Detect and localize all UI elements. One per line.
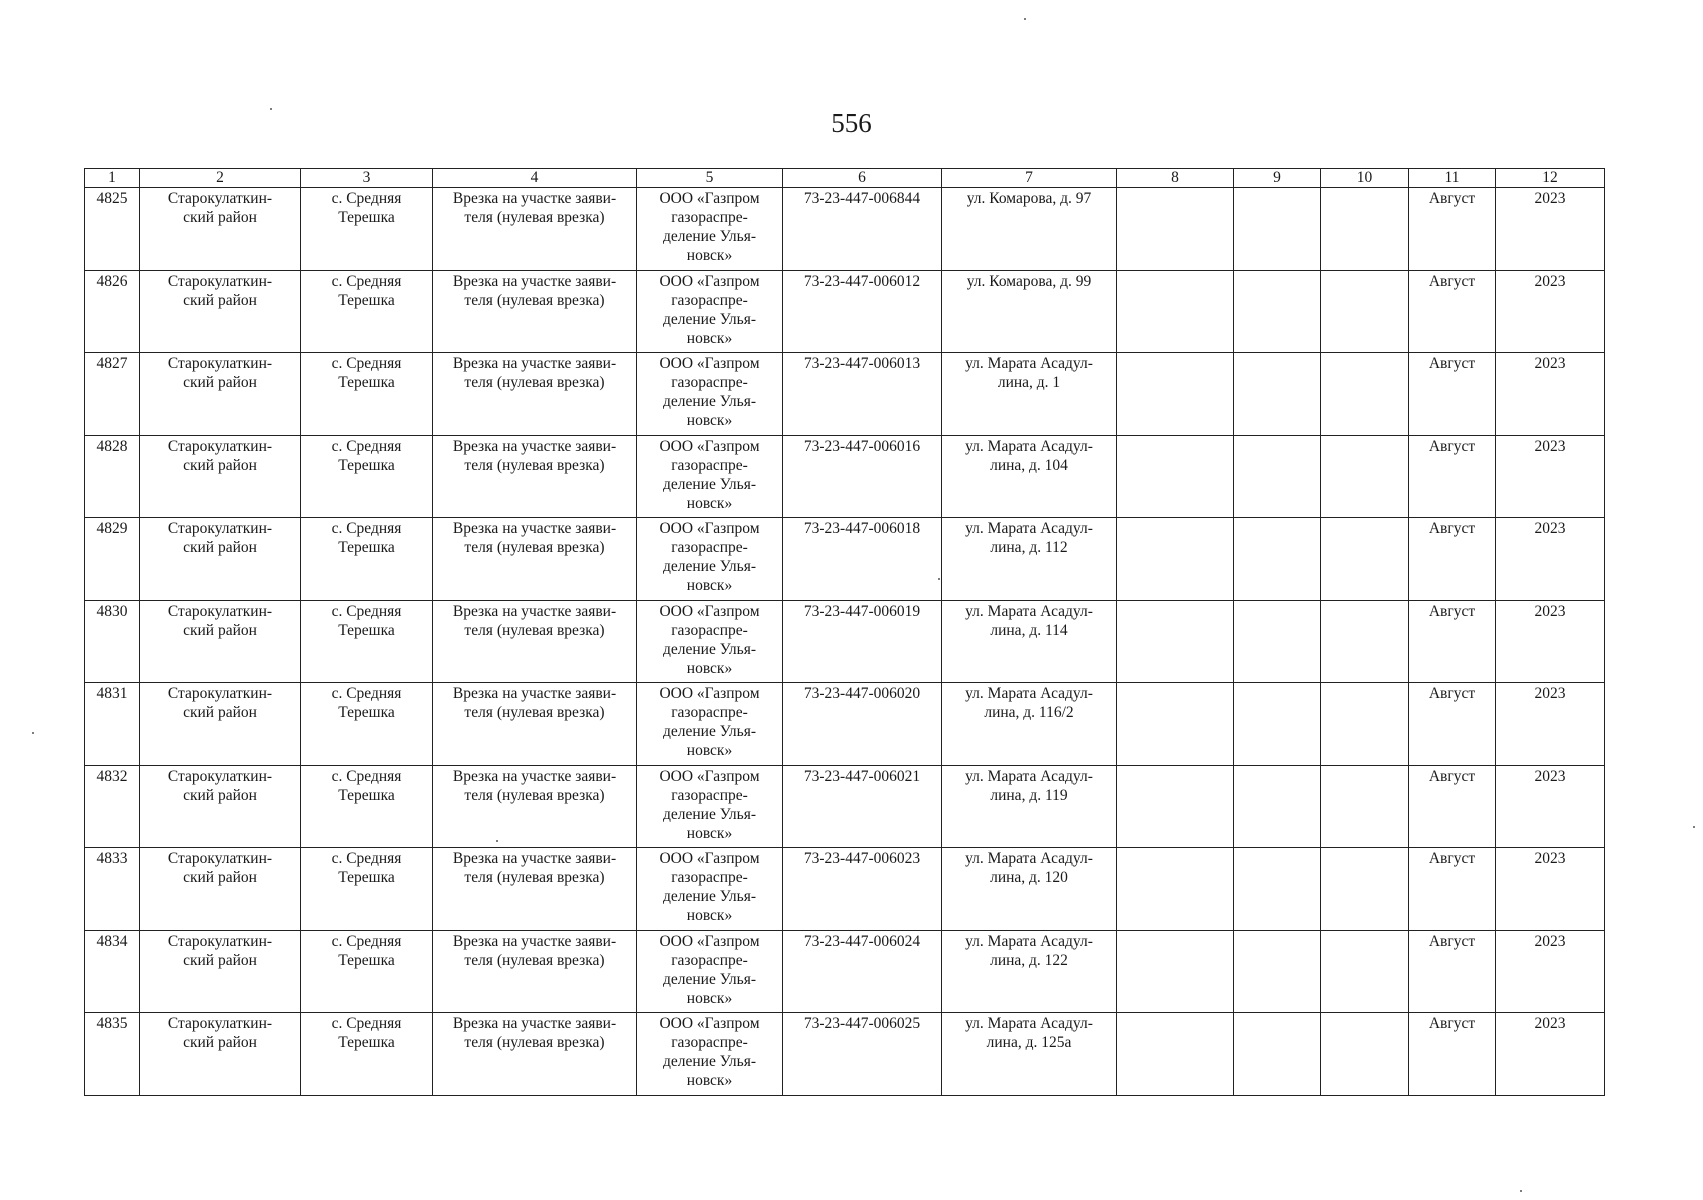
column-header-9: 9 — [1234, 169, 1321, 188]
cell-line: ул. Марата Асадул- — [965, 602, 1093, 620]
column-header-5: 5 — [637, 169, 783, 188]
column-header-7: 7 — [942, 169, 1117, 188]
table-row — [85, 353, 1605, 436]
cell-col-7 — [942, 435, 1117, 518]
cell-col-4 — [433, 270, 637, 353]
cell-line: с. Средняя — [331, 767, 402, 785]
cell-line: лина, д. 1 — [997, 374, 1061, 391]
cell-col-11: Август — [1409, 683, 1496, 766]
cell-col-10 — [1321, 270, 1409, 353]
cell-line: Старокулаткин- — [167, 520, 273, 537]
cell-line: деление Улья- — [662, 393, 757, 410]
cell-line: новск» — [686, 742, 733, 759]
cell-line: ООО «Газпром — [659, 767, 760, 785]
cell-col-1: 4835 — [85, 1013, 140, 1096]
cell-col-4 — [433, 435, 637, 518]
cell-col-12: 2023 — [1496, 353, 1605, 436]
cell-col-5 — [637, 188, 783, 271]
cell-line: ул. Марата Асадул- — [965, 1015, 1093, 1032]
cell-line: Старокулаткин- — [167, 602, 273, 620]
cell-col-2 — [140, 765, 301, 848]
cell-col-2 — [140, 188, 301, 271]
cell-line: ул. Марата Асадул- — [965, 437, 1093, 455]
cell-col-12: 2023 — [1496, 930, 1605, 1013]
cell-line: Терешка — [338, 209, 395, 226]
cell-line: Врезка на участке заяви- — [452, 932, 617, 950]
cell-line: ООО «Газпром — [659, 932, 760, 950]
cell-line: Старокулаткин- — [167, 355, 273, 372]
cell-col-11: Август — [1409, 518, 1496, 601]
scan-speck — [270, 108, 272, 110]
cell-line: ский район — [183, 951, 257, 969]
cell-line: новск» — [686, 329, 733, 347]
cell-line: Терешка — [338, 291, 395, 309]
cell-col-7 — [942, 600, 1117, 683]
cell-col-6: 73-23-447-006021 — [783, 765, 942, 848]
cell-line: лина, д. 114 — [990, 621, 1068, 639]
cell-col-9 — [1234, 683, 1321, 766]
cell-line: ООО «Газпром — [659, 850, 760, 867]
cell-line: новск» — [686, 824, 733, 842]
cell-line: теля (нулевая врезка) — [464, 621, 605, 639]
cell-line: Терешка — [338, 786, 395, 804]
cell-line: газораспре- — [671, 291, 748, 309]
cell-col-8 — [1117, 600, 1234, 683]
cell-line: ский район — [183, 704, 257, 721]
cell-line: Старокулаткин- — [167, 850, 273, 867]
cell-line: новск» — [686, 577, 733, 594]
cell-line: Терешка — [338, 704, 395, 721]
scan-speck — [938, 578, 940, 580]
cell-col-2 — [140, 1013, 301, 1096]
cell-col-4 — [433, 683, 637, 766]
cell-col-3 — [301, 188, 433, 271]
cell-line: ул. Марата Асадул- — [965, 355, 1093, 372]
cell-col-4 — [433, 188, 637, 271]
cell-col-11: Август — [1409, 848, 1496, 931]
cell-col-7 — [942, 683, 1117, 766]
scan-speck — [1520, 1190, 1522, 1192]
cell-col-7 — [942, 765, 1117, 848]
cell-line: Врезка на участке заяви- — [452, 520, 617, 537]
cell-line: новск» — [686, 989, 733, 1007]
cell-line: лина, д. 122 — [990, 951, 1068, 969]
cell-line: новск» — [686, 659, 733, 677]
cell-col-5 — [637, 270, 783, 353]
header-row — [85, 169, 1605, 188]
cell-col-2 — [140, 683, 301, 766]
cell-col-5 — [637, 435, 783, 518]
cell-line: с. Средняя — [331, 602, 402, 620]
cell-line: ский район — [183, 786, 257, 804]
cell-col-3 — [301, 1013, 433, 1096]
cell-line: с. Средняя — [331, 850, 402, 867]
cell-col-8 — [1117, 930, 1234, 1013]
cell-col-8 — [1117, 518, 1234, 601]
cell-col-8 — [1117, 435, 1234, 518]
cell-line: теля (нулевая врезка) — [464, 1034, 605, 1051]
cell-line: ский район — [183, 539, 257, 556]
cell-col-2 — [140, 353, 301, 436]
cell-col-5 — [637, 683, 783, 766]
cell-line: новск» — [686, 907, 733, 924]
cell-col-1: 4833 — [85, 848, 140, 931]
cell-line: с. Средняя — [331, 355, 402, 372]
cell-col-1: 4828 — [85, 435, 140, 518]
cell-line: лина, д. 112 — [990, 539, 1068, 556]
cell-col-9 — [1234, 930, 1321, 1013]
cell-line: Терешка — [338, 1034, 395, 1051]
cell-line: газораспре- — [671, 786, 748, 804]
cell-col-1: 4830 — [85, 600, 140, 683]
page-number: 556 — [831, 108, 872, 138]
cell-line: Терешка — [338, 539, 395, 556]
cell-col-10 — [1321, 765, 1409, 848]
cell-col-12: 2023 — [1496, 188, 1605, 271]
cell-line: теля (нулевая врезка) — [464, 869, 605, 886]
cell-line: Терешка — [338, 621, 395, 639]
cell-line: лина, д. 116/2 — [984, 704, 1074, 721]
cell-line: ул. Марата Асадул- — [965, 767, 1093, 785]
cell-line: Старокулаткин- — [167, 1015, 273, 1032]
cell-col-3 — [301, 683, 433, 766]
cell-line: деление Улья- — [662, 475, 757, 493]
cell-col-12: 2023 — [1496, 848, 1605, 931]
cell-line: теля (нулевая врезка) — [464, 786, 605, 804]
cell-col-10 — [1321, 848, 1409, 931]
cell-col-4 — [433, 930, 637, 1013]
cell-line: новск» — [686, 247, 733, 264]
column-header-6: 6 — [783, 169, 942, 188]
cell-col-9 — [1234, 188, 1321, 271]
cell-line: теля (нулевая врезка) — [464, 456, 605, 474]
cell-line: ООО «Газпром — [659, 272, 760, 290]
cell-col-11: Август — [1409, 930, 1496, 1013]
cell-col-5 — [637, 765, 783, 848]
cell-col-2 — [140, 270, 301, 353]
cell-col-8 — [1117, 188, 1234, 271]
cell-line: лина, д. 119 — [990, 786, 1068, 804]
cell-col-12: 2023 — [1496, 600, 1605, 683]
data-table — [84, 168, 1605, 1096]
cell-col-11: Август — [1409, 1013, 1496, 1096]
cell-col-1: 4832 — [85, 765, 140, 848]
cell-col-1: 4826 — [85, 270, 140, 353]
cell-line: Врезка на участке заяви- — [452, 272, 617, 290]
cell-col-6: 73-23-447-006020 — [783, 683, 942, 766]
cell-col-10 — [1321, 435, 1409, 518]
cell-line: Старокулаткин- — [167, 932, 273, 950]
cell-line: ский район — [183, 374, 257, 391]
table-row — [85, 435, 1605, 518]
table-row — [85, 188, 1605, 271]
cell-col-6: 73-23-447-006016 — [783, 435, 942, 518]
cell-line: теля (нулевая врезка) — [464, 374, 605, 391]
table-row — [85, 600, 1605, 683]
cell-line: ООО «Газпром — [659, 520, 760, 537]
cell-col-11: Август — [1409, 435, 1496, 518]
cell-col-5 — [637, 518, 783, 601]
cell-col-9 — [1234, 270, 1321, 353]
cell-col-2 — [140, 600, 301, 683]
cell-col-5 — [637, 848, 783, 931]
cell-col-7 — [942, 188, 1117, 271]
cell-line: ский район — [183, 621, 257, 639]
cell-line: теля (нулевая врезка) — [464, 209, 605, 226]
cell-line: с. Средняя — [331, 1015, 402, 1032]
table-row — [85, 848, 1605, 931]
cell-col-4 — [433, 1013, 637, 1096]
cell-line: деление Улья- — [662, 805, 757, 823]
column-header-12: 12 — [1496, 169, 1605, 188]
cell-col-3 — [301, 600, 433, 683]
cell-line: лина, д. 120 — [990, 869, 1068, 886]
column-header-2: 2 — [140, 169, 301, 188]
cell-col-6: 73-23-447-006023 — [783, 848, 942, 931]
cell-col-10 — [1321, 1013, 1409, 1096]
cell-line: Врезка на участке заяви- — [452, 850, 617, 867]
cell-col-6: 73-23-447-006012 — [783, 270, 942, 353]
cell-line: Терешка — [338, 951, 395, 969]
scan-speck — [32, 732, 34, 734]
cell-line: Старокулаткин- — [167, 685, 273, 702]
cell-col-3 — [301, 930, 433, 1013]
cell-col-12: 2023 — [1496, 435, 1605, 518]
cell-col-9 — [1234, 435, 1321, 518]
cell-line: теля (нулевая врезка) — [464, 539, 605, 556]
cell-col-9 — [1234, 518, 1321, 601]
cell-line: ский район — [183, 209, 257, 226]
cell-line: Терешка — [338, 456, 395, 474]
cell-line: лина, д. 104 — [990, 456, 1068, 474]
cell-line: газораспре- — [671, 621, 748, 639]
cell-col-8 — [1117, 1013, 1234, 1096]
cell-line: деление Улья- — [662, 888, 757, 905]
cell-line: ский район — [183, 1034, 257, 1051]
cell-col-2 — [140, 435, 301, 518]
cell-col-11: Август — [1409, 188, 1496, 271]
cell-line: ООО «Газпром — [659, 685, 760, 702]
cell-col-8 — [1117, 765, 1234, 848]
cell-line: газораспре- — [671, 209, 748, 226]
cell-line: новск» — [686, 494, 733, 512]
cell-line: деление Улья- — [662, 640, 757, 658]
cell-line: ский район — [183, 456, 257, 474]
cell-col-5 — [637, 600, 783, 683]
cell-col-5 — [637, 930, 783, 1013]
cell-line: деление Улья- — [662, 723, 757, 740]
cell-col-7 — [942, 518, 1117, 601]
cell-line: ООО «Газпром — [659, 355, 760, 372]
cell-line: ул. Марата Асадул- — [965, 520, 1093, 537]
cell-col-4 — [433, 518, 637, 601]
cell-col-1: 4827 — [85, 353, 140, 436]
cell-line: с. Средняя — [331, 932, 402, 950]
cell-col-10 — [1321, 600, 1409, 683]
cell-col-3 — [301, 765, 433, 848]
cell-line: теля (нулевая врезка) — [464, 704, 605, 721]
cell-col-7 — [942, 270, 1117, 353]
cell-col-8 — [1117, 848, 1234, 931]
cell-col-1: 4834 — [85, 930, 140, 1013]
cell-line: газораспре- — [671, 869, 748, 886]
cell-line: Врезка на участке заяви- — [452, 190, 617, 207]
table-row — [85, 518, 1605, 601]
cell-col-5 — [637, 353, 783, 436]
cell-col-6: 73-23-447-006013 — [783, 353, 942, 436]
cell-col-10 — [1321, 930, 1409, 1013]
table-row — [85, 1013, 1605, 1096]
cell-line: газораспре- — [671, 456, 748, 474]
cell-col-2 — [140, 930, 301, 1013]
cell-col-10 — [1321, 188, 1409, 271]
cell-line: с. Средняя — [331, 437, 402, 455]
cell-col-1: 4829 — [85, 518, 140, 601]
cell-line: Врезка на участке заяви- — [452, 767, 617, 785]
scan-speck — [1693, 826, 1695, 828]
cell-col-9 — [1234, 765, 1321, 848]
cell-col-4 — [433, 600, 637, 683]
cell-line: лина, д. 125а — [986, 1034, 1072, 1051]
cell-col-11: Август — [1409, 353, 1496, 436]
cell-line: газораспре- — [671, 539, 748, 556]
cell-line: ул. Марата Асадул- — [965, 850, 1093, 867]
cell-col-3 — [301, 848, 433, 931]
cell-line: деление Улья- — [662, 970, 757, 988]
cell-col-8 — [1117, 353, 1234, 436]
column-header-8: 8 — [1117, 169, 1234, 188]
cell-line: с. Средняя — [331, 190, 402, 207]
cell-line: ул. Комарова, д. 99 — [966, 272, 1092, 290]
cell-col-2 — [140, 518, 301, 601]
cell-line: Врезка на участке заяви- — [452, 1015, 617, 1032]
cell-col-7 — [942, 930, 1117, 1013]
cell-col-1: 4825 — [85, 188, 140, 271]
cell-col-3 — [301, 353, 433, 436]
cell-col-6: 73-23-447-006019 — [783, 600, 942, 683]
table-row — [85, 765, 1605, 848]
cell-line: ул. Комарова, д. 97 — [966, 190, 1092, 207]
cell-line: ООО «Газпром — [659, 602, 760, 620]
cell-col-12: 2023 — [1496, 765, 1605, 848]
cell-col-4 — [433, 848, 637, 931]
cell-col-11: Август — [1409, 765, 1496, 848]
table-row — [85, 930, 1605, 1013]
cell-col-3 — [301, 435, 433, 518]
cell-line: ский район — [183, 291, 257, 309]
cell-col-7 — [942, 353, 1117, 436]
cell-line: ООО «Газпром — [659, 437, 760, 455]
table-row — [85, 683, 1605, 766]
scan-speck — [1024, 18, 1026, 20]
cell-col-6: 73-23-447-006844 — [783, 188, 942, 271]
cell-line: Старокулаткин- — [167, 767, 273, 785]
cell-line: Старокулаткин- — [167, 437, 273, 455]
scan-speck — [496, 840, 498, 842]
cell-line: Врезка на участке заяви- — [452, 355, 617, 372]
cell-col-11: Август — [1409, 600, 1496, 683]
cell-col-12: 2023 — [1496, 518, 1605, 601]
cell-col-11: Август — [1409, 270, 1496, 353]
cell-line: Врезка на участке заяви- — [452, 437, 617, 455]
cell-col-7 — [942, 1013, 1117, 1096]
cell-line: ООО «Газпром — [659, 190, 760, 207]
cell-col-9 — [1234, 353, 1321, 436]
cell-col-10 — [1321, 518, 1409, 601]
cell-col-3 — [301, 518, 433, 601]
cell-col-10 — [1321, 353, 1409, 436]
cell-line: газораспре- — [671, 1034, 748, 1051]
cell-line: деление Улья- — [662, 228, 757, 245]
cell-line: с. Средняя — [331, 272, 402, 290]
cell-col-12: 2023 — [1496, 1013, 1605, 1096]
cell-col-6: 73-23-447-006024 — [783, 930, 942, 1013]
cell-line: новск» — [686, 412, 733, 429]
cell-line: Старокулаткин- — [167, 190, 273, 207]
cell-line: ул. Марата Асадул- — [965, 932, 1093, 950]
cell-col-3 — [301, 270, 433, 353]
cell-line: ООО «Газпром — [659, 1015, 760, 1032]
cell-col-6: 73-23-447-006025 — [783, 1013, 942, 1096]
cell-col-4 — [433, 765, 637, 848]
table-body — [85, 188, 1605, 1096]
cell-col-9 — [1234, 848, 1321, 931]
cell-line: с. Средняя — [331, 685, 402, 702]
cell-col-9 — [1234, 1013, 1321, 1096]
column-header-3: 3 — [301, 169, 433, 188]
cell-line: новск» — [686, 1072, 733, 1089]
cell-col-4 — [433, 353, 637, 436]
column-header-1: 1 — [85, 169, 140, 188]
cell-col-9 — [1234, 600, 1321, 683]
cell-col-8 — [1117, 683, 1234, 766]
table-row — [85, 270, 1605, 353]
cell-col-8 — [1117, 270, 1234, 353]
cell-line: деление Улья- — [662, 310, 757, 328]
cell-line: деление Улья- — [662, 558, 757, 575]
column-header-10: 10 — [1321, 169, 1409, 188]
cell-line: газораспре- — [671, 374, 748, 391]
cell-line: с. Средняя — [331, 520, 402, 537]
cell-col-7 — [942, 848, 1117, 931]
cell-col-5 — [637, 1013, 783, 1096]
cell-line: теля (нулевая врезка) — [464, 951, 605, 969]
column-header-4: 4 — [433, 169, 637, 188]
cell-col-10 — [1321, 683, 1409, 766]
cell-line: газораспре- — [671, 704, 748, 721]
cell-line: ул. Марата Асадул- — [965, 685, 1093, 702]
cell-line: Терешка — [338, 869, 395, 886]
cell-line: Старокулаткин- — [167, 272, 273, 290]
cell-line: газораспре- — [671, 951, 748, 969]
cell-col-2 — [140, 848, 301, 931]
cell-line: Врезка на участке заяви- — [452, 685, 617, 702]
cell-col-6: 73-23-447-006018 — [783, 518, 942, 601]
cell-col-12: 2023 — [1496, 270, 1605, 353]
cell-col-1: 4831 — [85, 683, 140, 766]
cell-line: ский район — [183, 869, 257, 886]
cell-col-12: 2023 — [1496, 683, 1605, 766]
cell-line: Врезка на участке заяви- — [452, 602, 617, 620]
cell-line: теля (нулевая врезка) — [464, 291, 605, 309]
cell-line: Терешка — [338, 374, 395, 391]
column-header-11: 11 — [1409, 169, 1496, 188]
cell-line: деление Улья- — [662, 1053, 757, 1070]
